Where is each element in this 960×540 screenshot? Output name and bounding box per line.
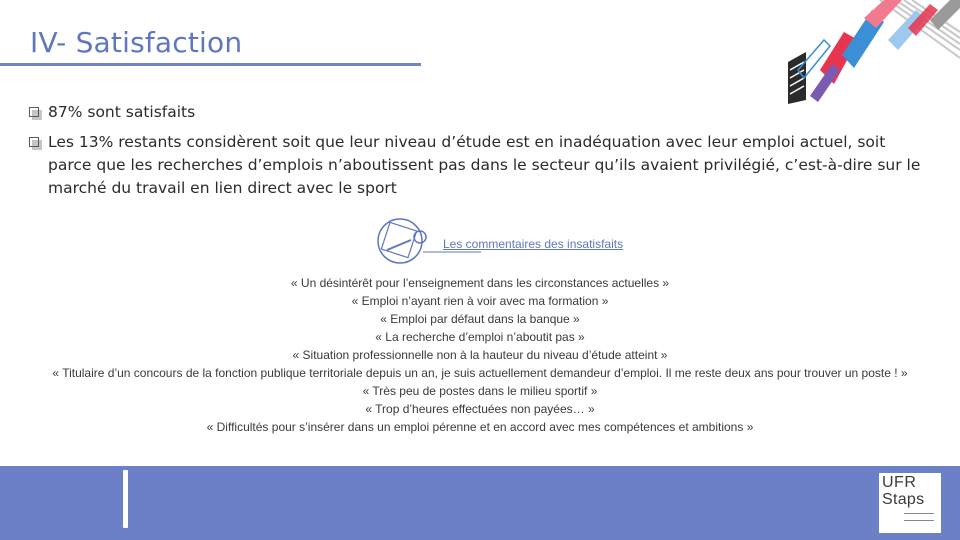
decorative-geometric-graphic [780, 0, 960, 110]
footer-divider [123, 470, 128, 528]
quote-item: « Emploi par défaut dans la banque » [380, 312, 580, 326]
quote-item: « Très peu de postes dans le milieu sportif » [362, 384, 598, 398]
bullet-list [28, 101, 933, 207]
logo-tagline-mark [904, 513, 934, 521]
logo-line-ufr: UFR [882, 474, 917, 491]
comments-title: Les commentaires des insatisfaits [443, 237, 624, 251]
quote-item: « Difficultés pour s’insérer dans un emploi pérenne et en accord avec mes compétences et ambitions » [206, 420, 754, 434]
quote-item: « Situation professionnelle non à la hauteur du niveau d’étude atteint » [292, 348, 668, 362]
quote-item: « La recherche d’emploi n’aboutit pas » [375, 330, 585, 344]
quotes-list [30, 274, 930, 436]
quote-item: « Un désintérêt pour l’enseignement dans les circonstances actuelles » [290, 276, 670, 290]
logo-line-staps: Staps [882, 491, 925, 508]
bullet-item-satisfied [28, 101, 933, 124]
checkbox-bullet-icon [29, 107, 39, 117]
comments-header [373, 218, 693, 268]
page-title: IV- Satisfaction [30, 26, 243, 59]
bullet-text: 87% sont satisfaits [48, 103, 196, 121]
checkbox-bullet-icon [29, 137, 39, 147]
quote-item: « Trop d’heures effectuées non payées… » [365, 402, 595, 416]
quote-item: « Emploi n’ayant rien à voir avec ma formation » [351, 294, 609, 308]
quote-item: « Titulaire d’un concours de la fonction publique territoriale depuis un an, je suis actuellement demandeur d’emploi. Il me reste deux ans pour trouver un poste ! » [52, 366, 908, 380]
bullet-item-unsatisfied [28, 131, 933, 200]
ufr-staps-logo [879, 473, 941, 533]
title-underline [0, 63, 421, 66]
footer-band [0, 466, 960, 540]
bullet-text: Les 13% restants considèrent soit que leur niveau d’étude est en inadéquation avec leur emploi actuel, soit parce que les recherches d’emplois n’aboutissent pas dans le secteur qu’ils avaient privilégié, c’est-à-dire sur le marché du travail en lien direct avec le sport [48, 133, 921, 197]
